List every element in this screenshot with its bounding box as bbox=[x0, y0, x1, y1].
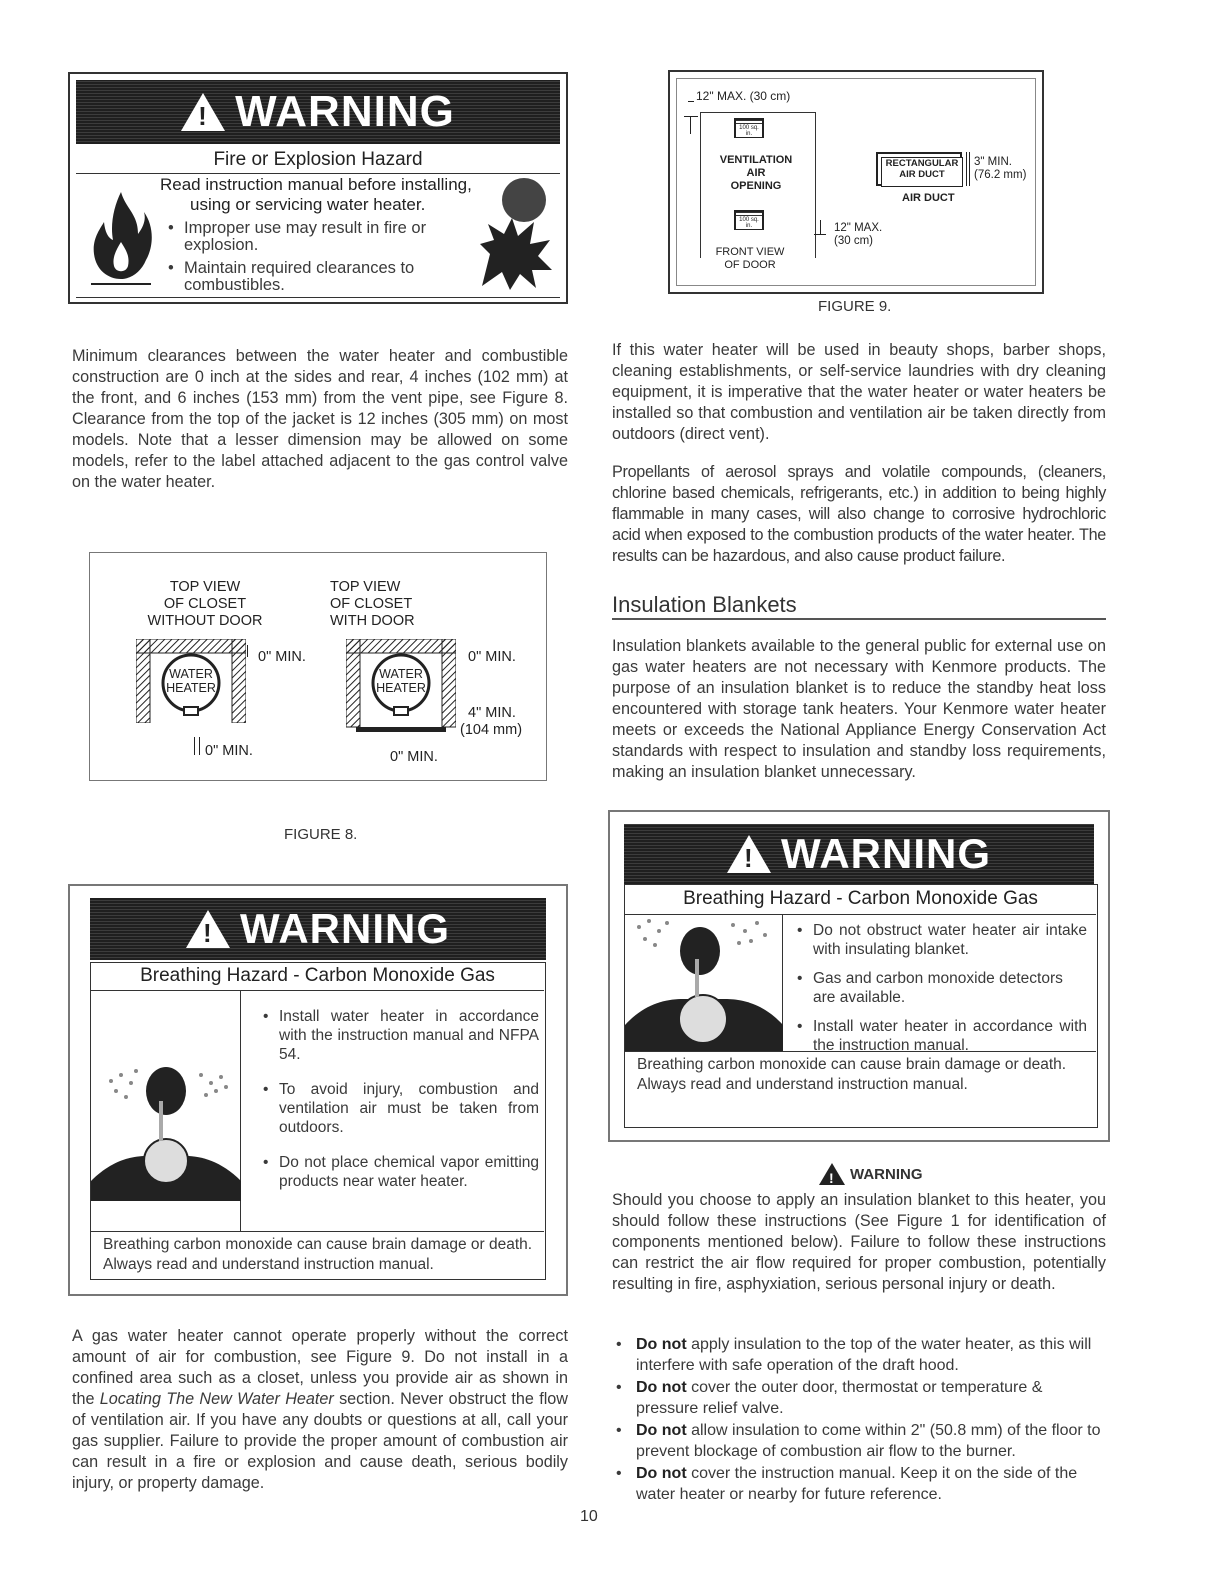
warning-bullet: • Improper use may result in fire or explosion. bbox=[164, 220, 464, 254]
title-line: OF CLOSET bbox=[163, 596, 247, 612]
divider bbox=[625, 1051, 1096, 1052]
do-not-text: apply insulation to the top of the water heater, as this will interfere with safe operation of the draft hood. bbox=[636, 1336, 1092, 1374]
duct-line: RECTANGULAR bbox=[885, 158, 959, 169]
dim-line bbox=[247, 645, 257, 657]
air-duct-label: AIR DUCT bbox=[902, 192, 955, 204]
beauty-shops-paragraph bbox=[612, 340, 1106, 445]
max-line: (30 cm) bbox=[834, 235, 873, 247]
warning-body bbox=[76, 174, 560, 298]
do-not-bold: Do not bbox=[636, 1465, 687, 1482]
do-not-item bbox=[612, 1463, 1106, 1505]
heading-text: Insulation Blankets bbox=[612, 592, 797, 617]
min3-label bbox=[974, 156, 1026, 182]
do-not-bold: Do not bbox=[636, 1379, 687, 1396]
fire-warning-box bbox=[68, 72, 568, 304]
min3-line: (76.2 mm) bbox=[974, 169, 1027, 181]
do-not-text: cover the outer door, thermostat or temperature & pressure relief valve. bbox=[636, 1379, 1043, 1417]
clearances-paragraph bbox=[72, 346, 568, 493]
warning-panel bbox=[90, 962, 546, 1280]
heater-line: HEATER bbox=[376, 681, 426, 695]
text-part: section. Never obstruct the flow of ventilation air. If you have any doubts or questions at all, call your gas supplier. Failure to provide the proper amount of combustion air can result in a fire or explosion and cause death, serious bodily injury, or property damage. bbox=[72, 1390, 568, 1492]
min3-line: 3" MIN. bbox=[974, 156, 1012, 168]
co-figure-area bbox=[625, 915, 783, 1051]
heater-line: WATER bbox=[169, 667, 213, 681]
warning-triangle-icon bbox=[818, 1162, 846, 1186]
warning-banner bbox=[76, 80, 560, 144]
divider bbox=[91, 1231, 544, 1232]
grille-text: 100 sq. in. bbox=[736, 125, 762, 137]
title-line: WITH DOOR bbox=[330, 613, 415, 629]
heater-label-right bbox=[374, 667, 428, 695]
figure-9-caption: FIGURE 9. bbox=[818, 298, 892, 315]
duct-line: AIR DUCT bbox=[899, 169, 945, 180]
dim-arrow bbox=[688, 94, 694, 102]
dim-bracket bbox=[966, 152, 970, 186]
combustion-air-paragraph bbox=[72, 1326, 568, 1494]
left-closet-title bbox=[120, 579, 290, 630]
front-line: FRONT VIEW bbox=[715, 246, 785, 258]
front-view-label bbox=[700, 246, 800, 272]
co-bullet: • Do not place chemical vapor emitting products near water heater. bbox=[259, 1153, 539, 1191]
co-bullet: • Install water heater in accordance with the instruction manual. bbox=[793, 1017, 1087, 1055]
warning-banner-text: WARNING bbox=[240, 905, 450, 952]
heater-line: HEATER bbox=[166, 681, 216, 695]
vent-grille-top bbox=[734, 118, 764, 138]
co-warning-box-right bbox=[608, 810, 1110, 1142]
do-not-bold: Do not bbox=[636, 1422, 687, 1439]
warning-subtitle: Fire or Explosion Hazard bbox=[76, 146, 560, 174]
clearances-text: Minimum clearances between the water heater and combustible construction are 0 inch at the sides and rear, 4 inches (102 mm) at the front, and 6 inches (153 mm) from the vent pipe, see Figure 8. Clearance from the top of the jacket is 12 inches (305 mm) on most models. Note that a lesser dimension may be allowed on some models, refer to the label attached adjacent to the gas control valve on the water heater. bbox=[72, 347, 568, 491]
svg-text:!: ! bbox=[829, 1170, 834, 1186]
section-ref: Locating The New Water Heater bbox=[99, 1390, 334, 1408]
person-breathing-icon bbox=[625, 915, 783, 1051]
dim-tick bbox=[684, 116, 698, 117]
do-not-item bbox=[612, 1334, 1106, 1376]
warning-panel bbox=[624, 884, 1098, 1128]
warning-banner bbox=[90, 898, 546, 960]
co-bullet: • To avoid injury, combustion and ventilation air must be taken from outdoors. bbox=[259, 1080, 539, 1137]
combustion-air-text bbox=[72, 1326, 568, 1494]
figure-8-caption: FIGURE 8. bbox=[284, 826, 358, 843]
do-not-item bbox=[612, 1377, 1106, 1419]
min-4-right: 4" MIN. bbox=[468, 705, 516, 721]
do-not-bold: Do not bbox=[636, 1336, 687, 1353]
co-figure-area bbox=[91, 991, 241, 1231]
warning-triangle-icon bbox=[186, 910, 230, 948]
warning-line1: Read instruction manual before installing, bbox=[160, 175, 472, 194]
co-footer-right: Breathing carbon monoxide can cause brain damage or death. Always read and understand instruction manual. bbox=[637, 1056, 1067, 1093]
duct-inner bbox=[881, 157, 963, 187]
title-line: TOP VIEW bbox=[169, 579, 241, 595]
aerosol-paragraph bbox=[612, 462, 1106, 567]
warning-banner bbox=[624, 824, 1094, 884]
ventilation-air-opening-label bbox=[706, 154, 806, 193]
insulation-warning-text: Should you choose to apply an insulation blanket to this heater, you should follow these instructions (See Figure 1 for identification of components mentioned below). Failure to follow these instructions can restrict the air flow required for proper combustion, potentially resulting in fire, asphyxiation, serious personal injury or death. bbox=[612, 1191, 1106, 1293]
vent-line: OPENING bbox=[730, 180, 782, 192]
warning-bullet: • Maintain required clearances to combustibles. bbox=[164, 260, 464, 294]
insulation-text: Insulation blankets available to the general public for external use on gas water heaters are not necessary with Kenmore products. The purpose of an insulation blanket is to reduce the standby heat loss encountered with storage tank heaters. Your Kenmore water heater meets or exceeds the National Appliance Energy Conservation Act standards with respect to insulation and standby loss requirements, making an insulation blanket unnecessary. bbox=[612, 637, 1106, 781]
title-line: TOP VIEW bbox=[330, 579, 401, 595]
co-bullet: • Do not obstruct water heater air intake with insulating blanket. bbox=[793, 921, 1087, 959]
do-not-item bbox=[612, 1420, 1106, 1462]
warning-subtitle: Breathing Hazard - Carbon Monoxide Gas bbox=[625, 885, 1096, 915]
text-part: A gas water heater cannot operate properly without the correct amount of air for combustion, see Figure 9. Do not install in a confined area such as a closet, unless you provide air as shown in the bbox=[72, 1327, 568, 1408]
max12-bottom bbox=[834, 222, 882, 248]
front-line: OF DOOR bbox=[724, 259, 776, 271]
vent-line: AIR bbox=[746, 167, 766, 179]
do-not-text: cover the instruction manual. Keep it on the side of the water heater or nearby for future reference. bbox=[636, 1465, 1078, 1503]
insulation-heading bbox=[612, 592, 1106, 620]
do-not-list bbox=[612, 1334, 1106, 1506]
co-bullet: • Install water heater in accordance with the instruction manual and NFPA 54. bbox=[259, 1007, 539, 1064]
warning-text: WARNING bbox=[850, 1165, 923, 1183]
co-warning-box-left bbox=[68, 884, 568, 1296]
heater-label-left bbox=[164, 667, 218, 695]
warning-subtitle: Breathing Hazard - Carbon Monoxide Gas bbox=[91, 963, 544, 991]
page-number: 10 bbox=[580, 1508, 598, 1525]
min-4-mm-right: (104 mm) bbox=[460, 722, 523, 738]
warning-bullets bbox=[164, 220, 464, 302]
do-not-text: allow insulation to come within 2" (50.8 mm) of the floor to prevent blockage of combustion air flow to the burner. bbox=[636, 1422, 1101, 1460]
max12-top: 12" MAX. (30 cm) bbox=[696, 89, 791, 103]
explosion-icon bbox=[472, 174, 558, 294]
right-closet-title bbox=[330, 579, 490, 630]
warning-line2: using or servicing water heater. bbox=[190, 195, 426, 214]
figure-9 bbox=[668, 70, 1044, 294]
dim-tick bbox=[814, 234, 826, 235]
heater-line: WATER bbox=[379, 667, 423, 681]
small-warning-label bbox=[818, 1162, 923, 1186]
insulation-paragraph bbox=[612, 636, 1106, 783]
min-0-top-right: 0" MIN. bbox=[468, 649, 516, 665]
flame-icon bbox=[86, 184, 156, 289]
dim-line bbox=[194, 737, 200, 755]
max-line: 12" MAX. bbox=[834, 222, 883, 234]
rectangular-air-duct bbox=[876, 152, 962, 186]
warning-banner-text: WARNING bbox=[781, 830, 991, 877]
insulation-warning-paragraph bbox=[612, 1190, 1106, 1295]
min-0-top-left: 0" MIN. bbox=[258, 649, 306, 665]
dim-line bbox=[690, 116, 691, 134]
warning-triangle-icon bbox=[727, 835, 771, 873]
warning-triangle-icon bbox=[181, 93, 225, 131]
vent-line: VENTILATION bbox=[719, 154, 793, 166]
grille-text: 100 sq. in. bbox=[736, 217, 762, 229]
aerosol-text: Propellants of aerosol sprays and volatile compounds, (cleaners, chlorine based chemicals, refrigerants, etc.) in addition to being highly flammable in many cases, will also change to corrosive hydrochloric acid when exposed to the combustion products of the water heater. The results can be hazardous, and also cause product failure. bbox=[612, 463, 1106, 565]
co-bullets-left bbox=[259, 1007, 539, 1199]
co-bullets-right bbox=[793, 921, 1087, 1063]
figure-8 bbox=[89, 552, 547, 781]
co-bullet: • Gas and carbon monoxide detectors are available. bbox=[793, 969, 1087, 1007]
min-0-bottom-left: 0" MIN. bbox=[205, 743, 253, 759]
co-footer-left: Breathing carbon monoxide can cause brain damage or death. Always read and understand instruction manual. bbox=[103, 1236, 533, 1273]
warning-banner-text: WARNING bbox=[235, 87, 455, 136]
dim-line bbox=[820, 220, 821, 234]
person-breathing-icon bbox=[91, 991, 241, 1231]
min-0-bottom-right: 0" MIN. bbox=[390, 749, 438, 765]
title-line: OF CLOSET bbox=[330, 596, 413, 612]
vent-grille-bottom bbox=[734, 210, 764, 230]
beauty-shops-text: If this water heater will be used in beauty shops, barber shops, cleaning establishments, or self-service laundries with dry cleaning equipment, it is imperative that the water heater or water heaters be installed so that combustion and ventilation air be taken directly from outdoors (direct vent). bbox=[612, 341, 1106, 443]
title-line: WITHOUT DOOR bbox=[147, 613, 263, 629]
